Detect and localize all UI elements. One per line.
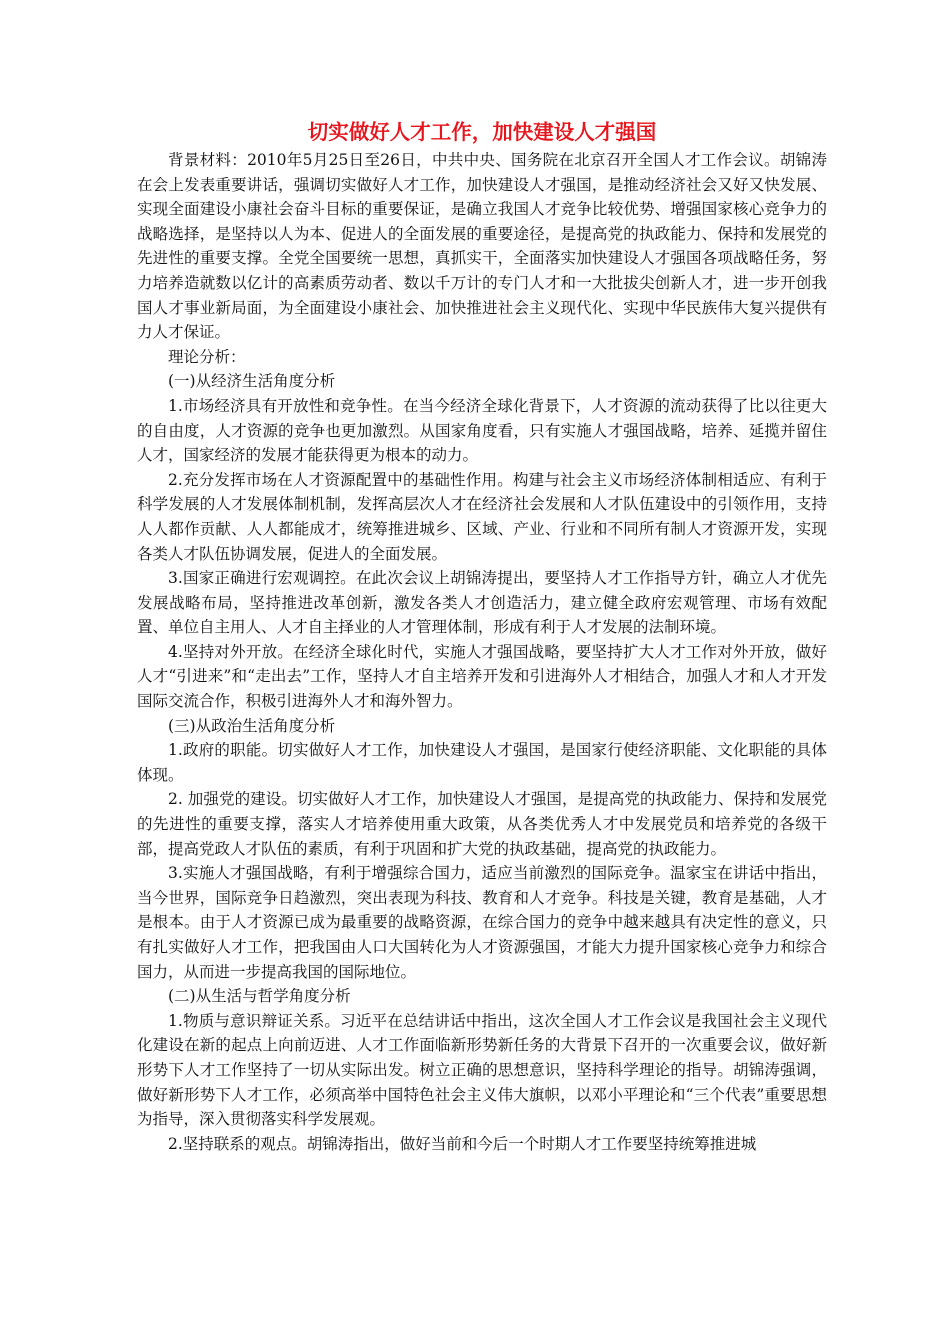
- paragraph-economic-1: 1.市场经济具有开放性和竞争性。在当今经济全球化背景下，人才资源的流动获得了比以往更大的自由度，人才资源的竞争也更加激烈。从国家角度看，只有实施人才强国战略，培养、延揽并留住人才，国家经济的发展才能获得更为根本的动力。: [137, 396, 827, 465]
- paragraph-political-2: 2. 加强党的建设。切实做好人才工作，加快建设人才强国，是提高党的执政能力、保持和发展党的先进性的重要支撑，落实人才培养使用重大政策，从各类优秀人才中发展党员和培养党的各级干部，提高党政人才队伍的素质，有利于巩固和扩大党的执政基础，提高党的执政能力。: [137, 790, 827, 858]
- paragraph-political-3: 3.实施人才强国战略，有利于增强综合国力，适应当前激烈的国际竞争。温家宝在讲话中指出，当今世界，国际竞争日趋激烈，突出表现为科技、教育和人才竞争。科技是关键，教育是基础，人才是根本。由于人才资源已成为最重要的战略资源，在综合国力的竞争中越来越具有决定性的意义，只有扎实做好人才工作，把我国由人口大国转化为人才资源强国，才能大力提升国家核心竞争力和综合国力，从而进一步提高我国的国际地位。: [137, 864, 827, 981]
- paragraph-background: 背景材料：2010年5月25日至26日，中共中央、国务院在北京召开全国人才工作会议。胡锦涛在会上发表重要讲话，强调切实做好人才工作，加快建设人才强国，是推动经济社会又好又快发展、实现全面建设小康社会奋斗目标的重要保证，是确立我国人才竞争比较优势、增强国家核心竞争力的战略选择，是坚持以人为本、促进人的全面发展的重要途径，是提高党的执政能力、保持和发展党的先进性的重要支撑。全党全国要统一思想，真抓实干，全面落实加快建设人才强国各项战略任务，努力培养造就数以亿计的高素质劳动者、数以千万计的专门人才和一大批拔尖创新人才，进一步开创我国人才事业新局面，为全面建设小康社会、加快推进社会主义现代化、实现中华民族伟大复兴提供有力人才保证。: [137, 151, 827, 342]
- paragraph-philosophy-1: 1.物质与意识辩证关系。习近平在总结讲话中指出，这次全国人才工作会议是我国社会主义现代化建设在新的起点上向前迈进、人才工作面临新形势新任务的大背景下召开的一次重要会议，做好新形势下人才工作坚持了一切从实际出发。树立正确的思想意识，坚持科学理论的指导。胡锦涛强调，做好新形势下人才工作，必须高举中国特色社会主义伟大旗帜，以邓小平理论和“三个代表”重要思想为指导，深入贯彻落实科学发展观。: [137, 1011, 827, 1129]
- paragraph-economic-2: 2.充分发挥市场在人才资源配置中的基础性作用。构建与社会主义市场经济体制相适应、有利于科学发展的人才发展体制机制，发挥高层次人才在经济社会发展和人才队伍建设中的引领作用，支持人人都作贡献、人人都能成才，统筹推进城乡、区域、产业、行业和不同所有制人才资源开发，实现各类人才队伍协调发展，促进人的全面发展。: [137, 470, 827, 563]
- paragraph-political-1: 1.政府的职能。切实做好人才工作，加快建设人才强国，是国家行使经济职能、文化职能的具体体现。: [137, 741, 827, 784]
- document-title: 切实做好人才工作，加快建设人才强国: [307, 120, 657, 144]
- paragraph-philosophy-2: 2.坚持联系的观点。胡锦涛指出，做好当前和今后一个时期人才工作要坚持统筹推进城: [168, 1134, 757, 1153]
- section-heading-economic: (一)从经济生活角度分析: [168, 372, 336, 391]
- paragraph-economic-4: 4.坚持对外开放。在经济全球化时代，实施人才强国战略，要坚持扩大人才工作对外开放，做好人才“引进来”和“走出去”工作，坚持人才自主培养开发和引进海外人才相结合，加强人才和人才开发国际交流合作，积极引进海外人才和海外智力。: [137, 642, 827, 711]
- document-body: [137, 118, 827, 1156]
- section-heading-theory: 理论分析：: [168, 347, 246, 366]
- paragraph-economic-3: 3.国家正确进行宏观调控。在此次会议上胡锦涛提出，要坚持人才工作指导方针，确立人才优先发展战略布局，坚持推进改革创新，激发各类人才创造活力，建立健全政府宏观管理、市场有效配置、单位自主用人、人才自主择业的人才管理体制，形成有利于人才发展的法制环境。: [137, 569, 827, 637]
- section-heading-philosophy: (二)从生活与哲学角度分析: [168, 987, 351, 1006]
- section-heading-political: (三)从政治生活角度分析: [168, 716, 336, 735]
